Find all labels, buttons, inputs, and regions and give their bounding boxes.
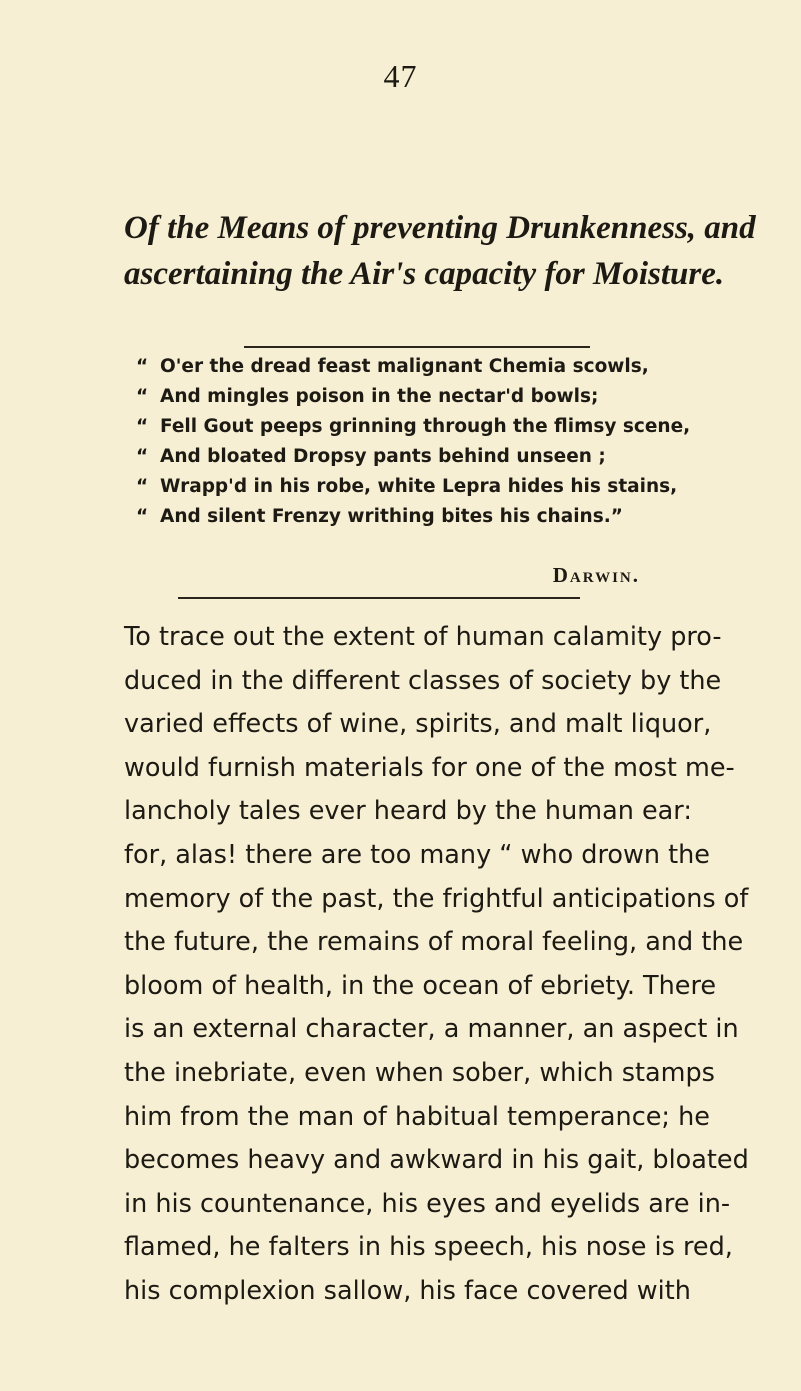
body-line: for, alas! there are too many “ who drown the bbox=[124, 839, 710, 870]
body-line: bloom of health, in the ocean of ebriety. There bbox=[124, 970, 717, 1001]
body-line: is an external character, a manner, an aspect in bbox=[124, 1014, 739, 1045]
body-line: in his countenance, his eyes and eyelids are in- bbox=[124, 1188, 731, 1219]
body-line: To trace out the extent of human calamity pro- bbox=[124, 622, 722, 652]
epigraph-line bbox=[136, 412, 696, 442]
chapter-title bbox=[124, 205, 764, 297]
epigraph-bottom-rule bbox=[178, 597, 580, 599]
epigraph-attribution: Darwin. bbox=[552, 563, 640, 587]
body-line: his complexion sallow, his face covered with bbox=[124, 1275, 691, 1306]
epigraph-line bbox=[136, 502, 696, 532]
quote-mark: “ bbox=[136, 386, 149, 407]
epigraph-line-text: Wrapp'd in his robe, white Lepra hides his stains, bbox=[160, 476, 678, 497]
body-line: becomes heavy and awkward in his gait, bloated bbox=[124, 1145, 749, 1176]
epigraph-line-text: And bloated Dropsy pants behind unseen ; bbox=[160, 446, 606, 467]
body-line: varied effects of wine, spirits, and malt liquor, bbox=[124, 709, 712, 740]
body-line: the future, the remains of moral feeling, and the bbox=[124, 927, 744, 958]
quote-mark: “ bbox=[136, 506, 149, 527]
body-line: the inebriate, even when sober, which stamps bbox=[124, 1057, 715, 1088]
body-line: flamed, he falters in his speech, his nose is red, bbox=[124, 1232, 733, 1263]
body-paragraph bbox=[124, 616, 749, 1314]
epigraph-line bbox=[136, 382, 696, 412]
epigraph-top-rule bbox=[244, 346, 590, 348]
chapter-title-line-2: ascertaining the Air's capacity for Moisture. bbox=[124, 256, 725, 292]
epigraph-line-text: And mingles poison in the nectar'd bowls; bbox=[160, 386, 599, 407]
epigraph-line bbox=[136, 472, 696, 502]
epigraph-line bbox=[136, 442, 696, 472]
quote-mark: “ bbox=[136, 476, 149, 497]
body-line: him from the man of habitual temperance; he bbox=[124, 1101, 710, 1132]
body-line: would furnish materials for one of the most me- bbox=[124, 752, 735, 783]
body-line: lancholy tales ever heard by the human ear: bbox=[124, 796, 692, 827]
body-line: memory of the past, the frightful anticipations of bbox=[124, 883, 749, 914]
epigraph-line-text: Fell Gout peeps grinning through the flimsy scene, bbox=[160, 416, 691, 437]
quote-mark: “ bbox=[136, 416, 149, 437]
chapter-title-line-1: Of the Means of preventing Drunkenness, and bbox=[124, 210, 756, 246]
epigraph-line-text: O'er the dread feast malignant Chemia scowls, bbox=[160, 356, 649, 377]
quote-mark: “ bbox=[136, 446, 149, 467]
epigraph-line bbox=[136, 352, 696, 382]
epigraph-line-text: And silent Frenzy writhing bites his chains.” bbox=[160, 506, 623, 527]
epigraph bbox=[136, 352, 696, 532]
page-number: 47 bbox=[383, 58, 418, 94]
body-line: duced in the different classes of society by the bbox=[124, 665, 722, 696]
quote-mark: “ bbox=[136, 356, 149, 377]
